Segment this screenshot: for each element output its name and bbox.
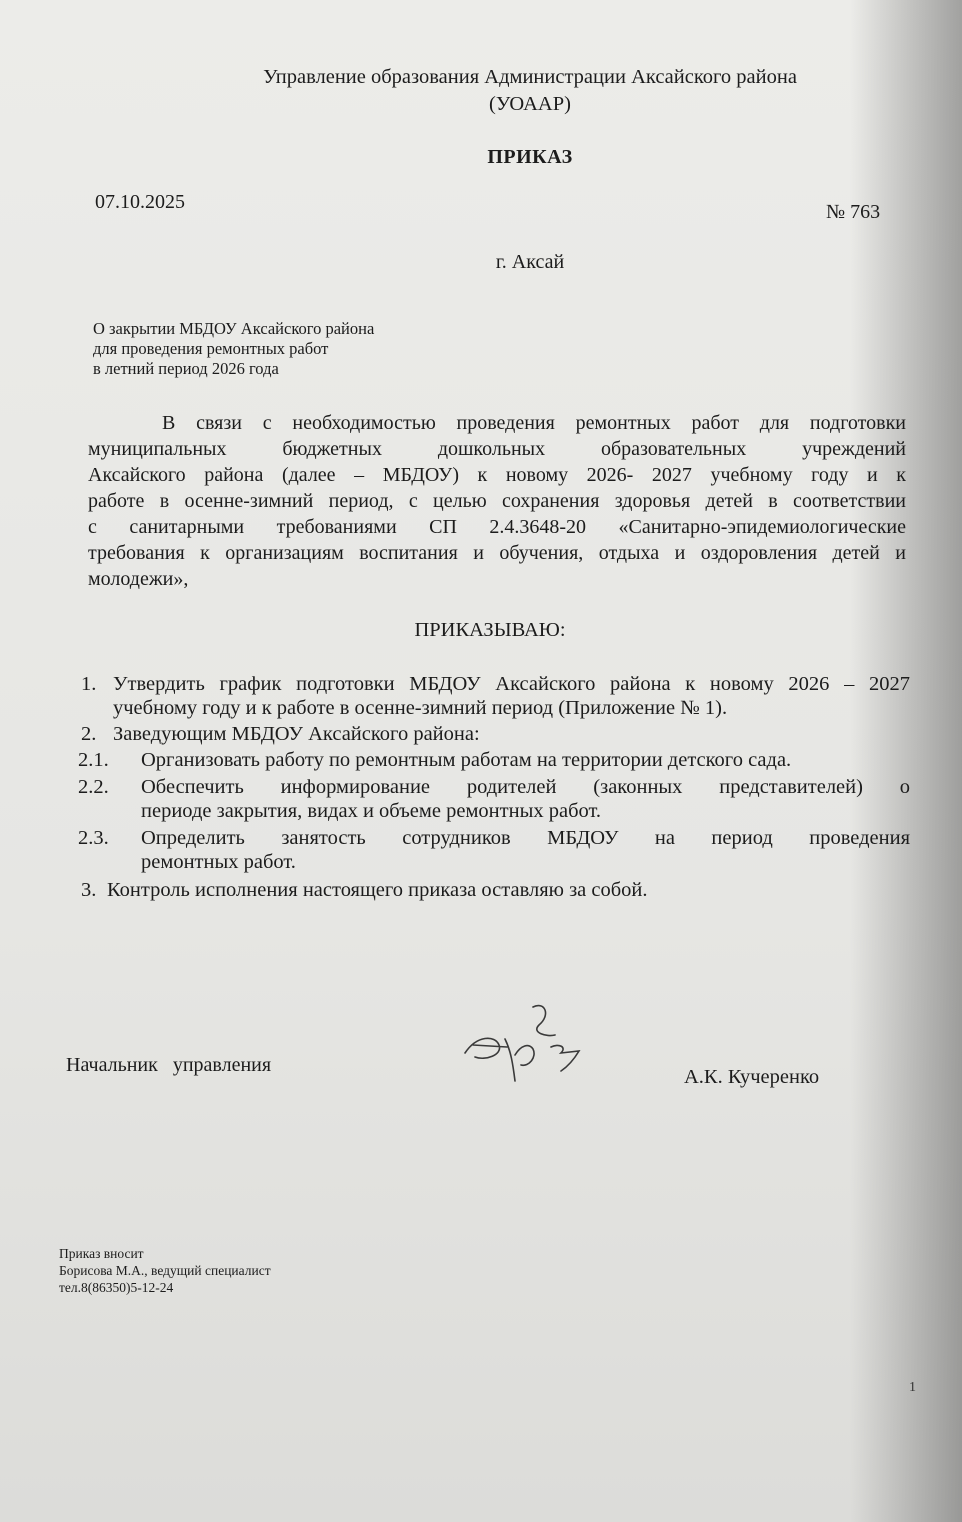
list-item	[78, 748, 910, 772]
item-text-line: Организовать работу по ремонтным работам на территории детского сада.	[141, 749, 792, 771]
preamble	[88, 410, 906, 592]
preamble-line: требования к организациям воспитания и обучения, отдыха и оздоровления детей и	[88, 542, 906, 564]
item-text-line: Обеспечить информирование родителей (законных представителей) о	[141, 776, 910, 798]
item-text-line: Определить занятость сотрудников МБДОУ на период проведения	[141, 827, 910, 849]
signatory-title: Начальник управления	[66, 1054, 272, 1076]
footer-line: тел.8(86350)5-12-24	[59, 1280, 174, 1295]
subject-line: О закрытии МБДОУ Аксайского района	[93, 319, 375, 338]
footer-line: Приказ вносит	[59, 1246, 144, 1261]
list-item	[78, 826, 910, 874]
subject-line: для проведения ремонтных работ	[93, 339, 329, 358]
item-text-line: ремонтных работ.	[141, 851, 296, 873]
list-item	[78, 722, 910, 746]
footer-line: Борисова М.А., ведущий специалист	[59, 1263, 271, 1278]
item-number: 2.1.	[78, 749, 109, 771]
order-number: № 763	[826, 201, 881, 223]
order-subject	[93, 319, 453, 379]
item-number: 2.	[81, 723, 97, 745]
item-text-line: Утвердить график подготовки МБДОУ Аксайского района к новому 2026 – 2027	[113, 673, 910, 695]
item-text-line: периоде закрытия, видах и объеме ремонтных работ.	[141, 800, 602, 822]
preamble-line: молодежи»,	[88, 568, 189, 590]
item-number: 3.	[81, 879, 97, 901]
preamble-line: муниципальных бюджетных дошкольных образовательных учреждений	[88, 438, 906, 460]
subject-line: в летний период 2026 года	[93, 359, 279, 378]
document-title: ПРИКАЗ	[487, 146, 573, 168]
order-items	[78, 672, 910, 902]
order-heading: ПРИКАЗЫВАЮ:	[414, 619, 566, 641]
item-number: 1.	[81, 673, 97, 695]
list-item	[78, 672, 910, 720]
list-item	[78, 775, 910, 823]
signatory-name: А.К. Кучеренко	[684, 1066, 820, 1088]
preamble-line: работе в осенне-зимний период, с целью сохранения здоровья детей в соответствии	[88, 490, 906, 512]
item-text-line: Контроль исполнения настоящего приказа оставляю за собой.	[107, 879, 648, 901]
page-number: 1	[909, 1380, 916, 1395]
item-number: 2.3.	[78, 827, 109, 849]
handwritten-signature	[455, 995, 595, 1090]
list-item	[78, 878, 910, 902]
executor-info	[59, 1245, 271, 1296]
item-text-line: Заведующим МБДОУ Аксайского района:	[113, 723, 480, 745]
organization-abbreviation: (УОААР)	[489, 93, 571, 115]
order-date: 07.10.2025	[95, 191, 185, 213]
preamble-line: В связи с необходимостью проведения ремонтных работ для подготовки	[162, 412, 906, 434]
order-city: г. Аксай	[495, 251, 565, 273]
organization-name: Управление образования Администрации Аксайского района	[263, 66, 797, 88]
preamble-line: с санитарными требованиями СП 2.4.3648-20 «Санитарно-эпидемиологические	[88, 516, 906, 538]
item-text-line: учебному году и к работе в осенне-зимний период (Приложение № 1).	[113, 697, 728, 719]
item-number: 2.2.	[78, 776, 109, 798]
preamble-line: Аксайского района (далее – МБДОУ) к новому 2026- 2027 учебному году и к	[88, 464, 906, 486]
